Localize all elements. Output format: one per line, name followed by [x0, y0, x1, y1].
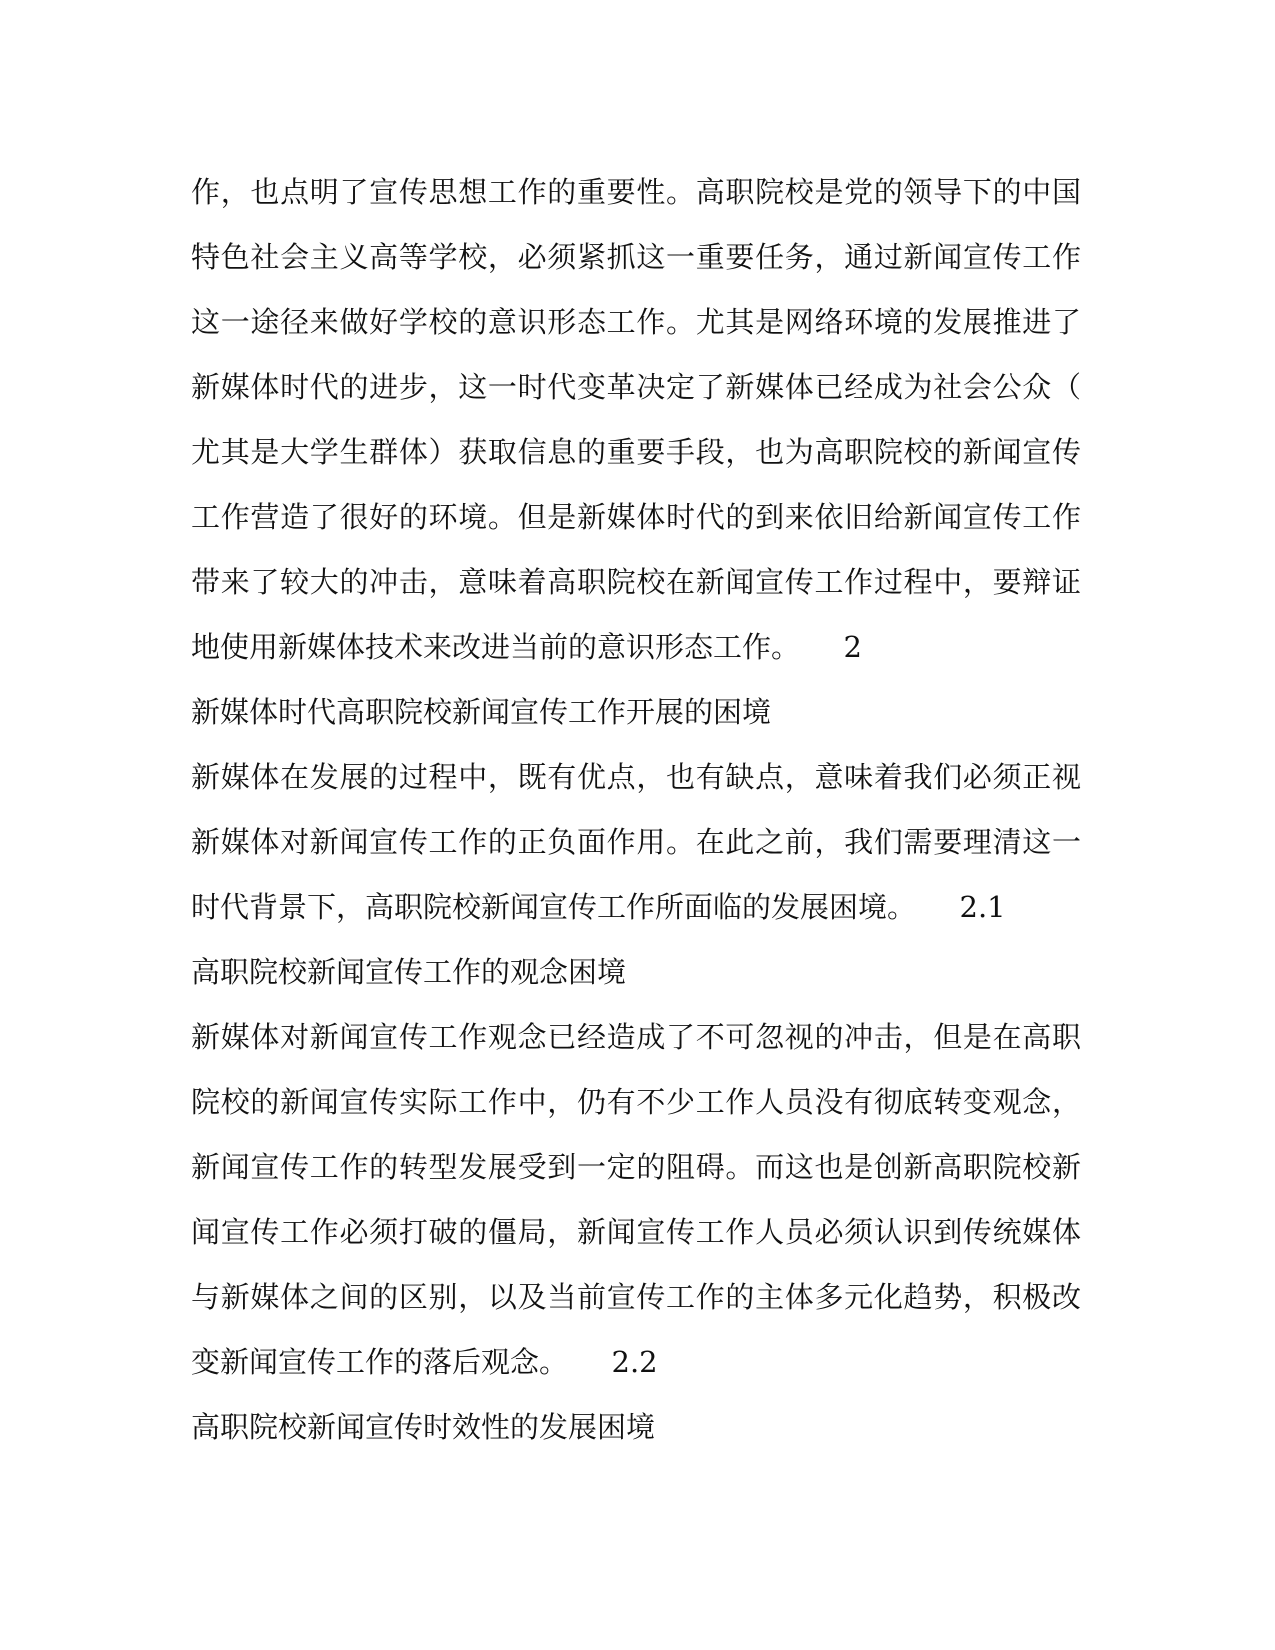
text-line: 这一途径来做好学校的意识形态工作。尤其是网络环境的发展推进了: [191, 305, 1081, 339]
text-line: 新媒体对新闻宣传工作观念已经造成了不可忽视的冲击，但是在高职: [191, 1020, 1081, 1054]
section-heading: 高职院校新闻宣传工作的观念困境: [191, 955, 627, 989]
text-line: 院校的新闻宣传实际工作中，仍有不少工作人员没有彻底转变观念，: [191, 1085, 1081, 1119]
text-line: 尤其是大学生群体）获取信息的重要手段，也为高职院校的新闻宣传: [191, 435, 1081, 469]
text-line: 新媒体对新闻宣传工作的正负面作用。在此之前，我们需要理清这一: [191, 825, 1081, 859]
text-line: 时代背景下，高职院校新闻宣传工作所面临的发展困境。 2.1: [191, 890, 1006, 924]
text-line: 工作营造了很好的环境。但是新媒体时代的到来依旧给新闻宣传工作: [191, 500, 1081, 534]
text-line: 与新媒体之间的区别，以及当前宣传工作的主体多元化趋势，积极改: [191, 1280, 1081, 1314]
section-heading: 新媒体时代高职院校新闻宣传工作开展的困境: [191, 695, 772, 729]
text-line: 闻宣传工作必须打破的僵局，新闻宣传工作人员必须认识到传统媒体: [191, 1215, 1081, 1249]
text-line: 作，也点明了宣传思想工作的重要性。高职院校是党的领导下的中国: [191, 175, 1081, 209]
text-line: 特色社会主义高等学校，必须紧抓这一重要任务，通过新闻宣传工作: [191, 240, 1081, 274]
body-text: [191, 160, 1081, 1460]
text-line: 新媒体在发展的过程中，既有优点，也有缺点，意味着我们必须正视: [191, 760, 1081, 794]
text-line: 变新闻宣传工作的落后观念。 2.2: [191, 1345, 658, 1379]
section-heading: 高职院校新闻宣传时效性的发展困境: [191, 1410, 656, 1444]
text-line: 带来了较大的冲击，意味着高职院校在新闻宣传工作过程中，要辩证: [191, 565, 1081, 599]
text-line: 地使用新媒体技术来改进当前的意识形态工作。 2: [191, 630, 862, 664]
text-line: 新闻宣传工作的转型发展受到一定的阻碍。而这也是创新高职院校新: [191, 1150, 1081, 1184]
text-line: 新媒体时代的进步，这一时代变革决定了新媒体已经成为社会公众（: [191, 370, 1081, 404]
